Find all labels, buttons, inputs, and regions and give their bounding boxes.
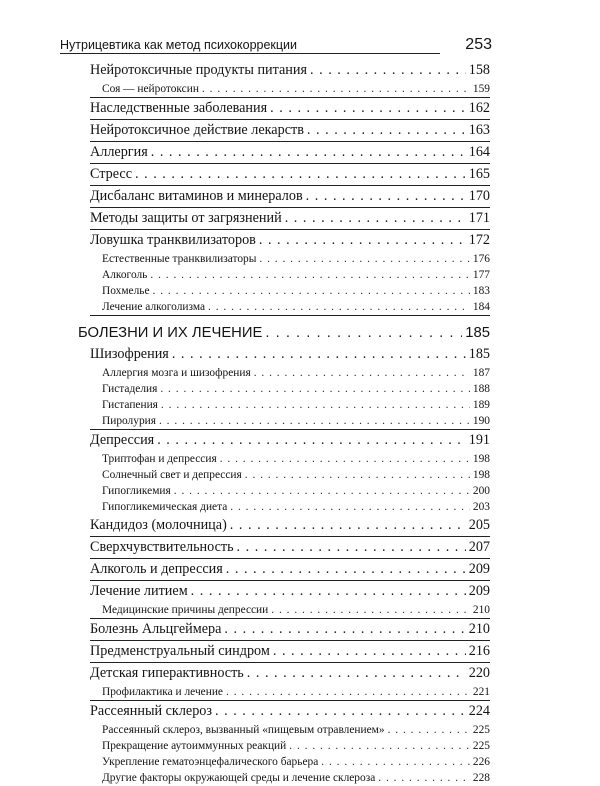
toc-entry-title: Алкоголь	[102, 269, 148, 281]
toc-entry-page: 205	[468, 517, 490, 533]
dot-leader	[273, 641, 466, 662]
toc-entry-page: 216	[468, 643, 490, 659]
toc-entry-title: Аллергия	[90, 144, 148, 160]
dot-leader	[270, 98, 466, 119]
dot-leader	[226, 559, 466, 580]
toc-entry-title: Профилактика и лечение	[102, 686, 223, 698]
dot-leader	[226, 684, 470, 700]
dot-leader	[153, 283, 470, 299]
toc-entry-title: Соя — нейротоксин	[102, 83, 199, 95]
dot-leader	[220, 451, 470, 467]
toc-subentry	[60, 483, 490, 499]
toc-entry-page: 220	[468, 665, 490, 681]
dot-leader	[172, 344, 466, 365]
dot-leader	[378, 770, 470, 786]
toc-entry-title: Солнечный свет и депрессия	[102, 469, 242, 481]
toc-entry-title: Прекращение аутоиммунных реакций	[102, 740, 287, 752]
dot-leader	[191, 581, 466, 602]
toc-entry-page: 183	[472, 285, 490, 297]
toc-entry-title: Другие факторы окружающей среды и лечение склероза	[102, 772, 376, 784]
dot-leader	[259, 230, 466, 251]
toc-entry-title: Болезнь Альцгеймера	[90, 621, 222, 637]
toc-entry	[60, 230, 490, 251]
dot-leader	[289, 738, 470, 754]
dot-leader	[254, 365, 470, 381]
dot-leader	[247, 663, 466, 684]
dot-leader	[150, 267, 470, 283]
toc-entry-title: Методы защиты от загрязнений	[90, 210, 282, 226]
toc-entry-title: Лечение литием	[90, 583, 188, 599]
toc-entry-page: 188	[472, 383, 490, 395]
dot-leader	[230, 499, 470, 515]
toc-entry-title: Аллергия мозга и шизофрения	[102, 367, 251, 379]
toc-entry	[60, 98, 490, 119]
toc-chapter	[60, 322, 490, 344]
toc-entry-title: Похмелье	[102, 285, 150, 297]
toc-entry	[60, 344, 490, 365]
toc-entry-title: Ловушка транквилизаторов	[90, 232, 256, 248]
dot-leader	[151, 142, 466, 163]
toc-entry-page: 170	[468, 188, 490, 204]
toc-entry-page: 198	[472, 453, 490, 465]
dot-leader	[285, 208, 466, 229]
toc-entry-title: Лечение алкоголизма	[102, 301, 206, 313]
toc-subentry	[60, 267, 490, 283]
dot-leader	[388, 722, 470, 738]
toc-entry-page: 184	[472, 301, 490, 313]
toc-entry-page: 225	[472, 724, 490, 736]
toc-subentry	[60, 81, 490, 97]
dot-leader	[245, 467, 470, 483]
toc-entry	[60, 619, 490, 640]
toc-subentry	[60, 754, 490, 770]
toc-subentry	[60, 413, 490, 429]
toc-entry-title: Нейротоксичное действие лекарств	[90, 122, 304, 138]
toc-entry-page: 176	[472, 253, 490, 265]
toc-entry-page: 171	[468, 210, 490, 226]
toc-entry	[60, 537, 490, 558]
running-header-title: Нутрицевтика как метод психокоррекции	[60, 38, 298, 52]
toc-entry-title: Рассеянный склероз	[90, 703, 212, 719]
dot-leader	[230, 515, 466, 536]
toc-subentry	[60, 770, 490, 786]
dot-leader	[202, 81, 470, 97]
toc-entry-page: 177	[472, 269, 490, 281]
dot-leader	[306, 186, 466, 207]
running-header	[60, 38, 492, 62]
toc-entry-page: 198	[472, 469, 490, 481]
dot-leader	[161, 397, 470, 413]
dot-leader	[307, 120, 466, 141]
toc-entry-page: 225	[472, 740, 490, 752]
toc-entry	[60, 559, 490, 580]
toc-entry	[60, 430, 490, 451]
toc-entry-title: Медицинские причины депрессии	[102, 604, 269, 616]
dot-leader	[135, 164, 466, 185]
dot-leader	[208, 299, 470, 315]
toc-entry-page: 190	[472, 415, 490, 427]
dot-leader	[224, 619, 465, 640]
toc-entry	[60, 663, 490, 684]
toc-entry-page: 209	[468, 583, 490, 599]
toc-entry-page: 221	[472, 686, 490, 698]
dot-leader	[259, 251, 470, 267]
toc-entry	[60, 142, 490, 163]
toc-entry-page: 203	[472, 501, 490, 513]
toc-entry-page: 164	[468, 144, 490, 160]
toc-entry	[60, 515, 490, 536]
toc-entry-page: 228	[472, 772, 490, 784]
dot-leader	[159, 413, 470, 429]
toc-entry-title: Укрепление гематоэнцефалического барьера	[102, 756, 319, 768]
toc-entry-page: 210	[472, 604, 490, 616]
toc-entry-page: 224	[468, 703, 490, 719]
toc-subentry	[60, 397, 490, 413]
toc-entry-title: Стресс	[90, 166, 132, 182]
toc-entry-page: 226	[472, 756, 490, 768]
toc-entry-page: 207	[468, 539, 490, 555]
toc-entry-page: 162	[468, 100, 490, 116]
dot-leader	[310, 60, 466, 81]
toc-entry-title: Наследственные заболевания	[90, 100, 268, 116]
toc-entry-title: Гистаделия	[102, 383, 158, 395]
toc-entry-page: 185	[468, 346, 490, 362]
toc-subentry	[60, 722, 490, 738]
page-number: 253	[465, 36, 492, 53]
toc-entry-title: Пиролурия	[102, 415, 156, 427]
toc-entry-title: Детская гиперактивность	[90, 665, 244, 681]
toc-entry	[60, 581, 490, 602]
toc-entry-title: Алкоголь и депрессия	[90, 561, 223, 577]
toc-subentry	[60, 738, 490, 754]
toc-entry-page: 159	[472, 83, 490, 95]
toc-entry	[60, 120, 490, 141]
toc-entry-title: Нейротоксичные продукты питания	[90, 62, 308, 78]
table-of-contents	[60, 60, 490, 786]
toc-subentry	[60, 467, 490, 483]
toc-subentry	[60, 684, 490, 700]
toc-entry-page: 189	[472, 399, 490, 411]
header-rule	[60, 53, 440, 54]
toc-chapter-title: БОЛЕЗНИ И ИХ ЛЕЧЕНИЕ	[78, 325, 263, 341]
dot-leader	[157, 430, 466, 451]
dot-leader	[271, 602, 470, 618]
dot-leader	[174, 483, 470, 499]
toc-entry	[60, 208, 490, 229]
toc-entry	[60, 60, 490, 81]
dot-leader	[215, 701, 466, 722]
toc-entry	[60, 164, 490, 185]
toc-subentry	[60, 251, 490, 267]
toc-entry-title: Сверхчувствительность	[90, 539, 234, 555]
toc-subentry	[60, 299, 490, 315]
toc-entry-page: 185	[465, 325, 490, 341]
toc-subentry	[60, 365, 490, 381]
toc-entry-title: Гипогликемическая диета	[102, 501, 228, 513]
toc-subentry	[60, 499, 490, 515]
toc-entry	[60, 186, 490, 207]
toc-entry-title: Естественные транквилизаторы	[102, 253, 257, 265]
toc-entry-page: 191	[468, 432, 490, 448]
toc-entry-title: Дисбаланс витаминов и минералов	[90, 188, 303, 204]
dot-leader	[237, 537, 466, 558]
toc-entry-page: 165	[468, 166, 490, 182]
toc-entry	[60, 701, 490, 722]
toc-entry-title: Шизофрения	[90, 346, 169, 362]
toc-entry-page: 210	[468, 621, 490, 637]
toc-entry-title: Гипогликемия	[102, 485, 171, 497]
toc-entry-title: Депрессия	[90, 432, 155, 448]
toc-subentry	[60, 451, 490, 467]
toc-entry-page: 158	[468, 62, 490, 78]
toc-entry-page: 209	[468, 561, 490, 577]
toc-subentry	[60, 602, 490, 618]
toc-entry-page: 187	[472, 367, 490, 379]
toc-entry-title: Кандидоз (молочница)	[90, 517, 227, 533]
toc-entry-title: Рассеянный склероз, вызванный «пищевым отравлением»	[102, 724, 385, 736]
toc-subentry	[60, 283, 490, 299]
toc-entry-title: Предменструальный синдром	[90, 643, 270, 659]
toc-entry-page: 200	[472, 485, 490, 497]
toc-entry	[60, 641, 490, 662]
toc-subentry	[60, 381, 490, 397]
dot-leader	[265, 322, 462, 344]
toc-entry-page: 172	[468, 232, 490, 248]
toc-entry-title: Триптофан и депрессия	[102, 453, 217, 465]
toc-entry-title: Гистапения	[102, 399, 158, 411]
dot-leader	[321, 754, 470, 770]
toc-entry-page: 163	[468, 122, 490, 138]
dot-leader	[160, 381, 470, 397]
